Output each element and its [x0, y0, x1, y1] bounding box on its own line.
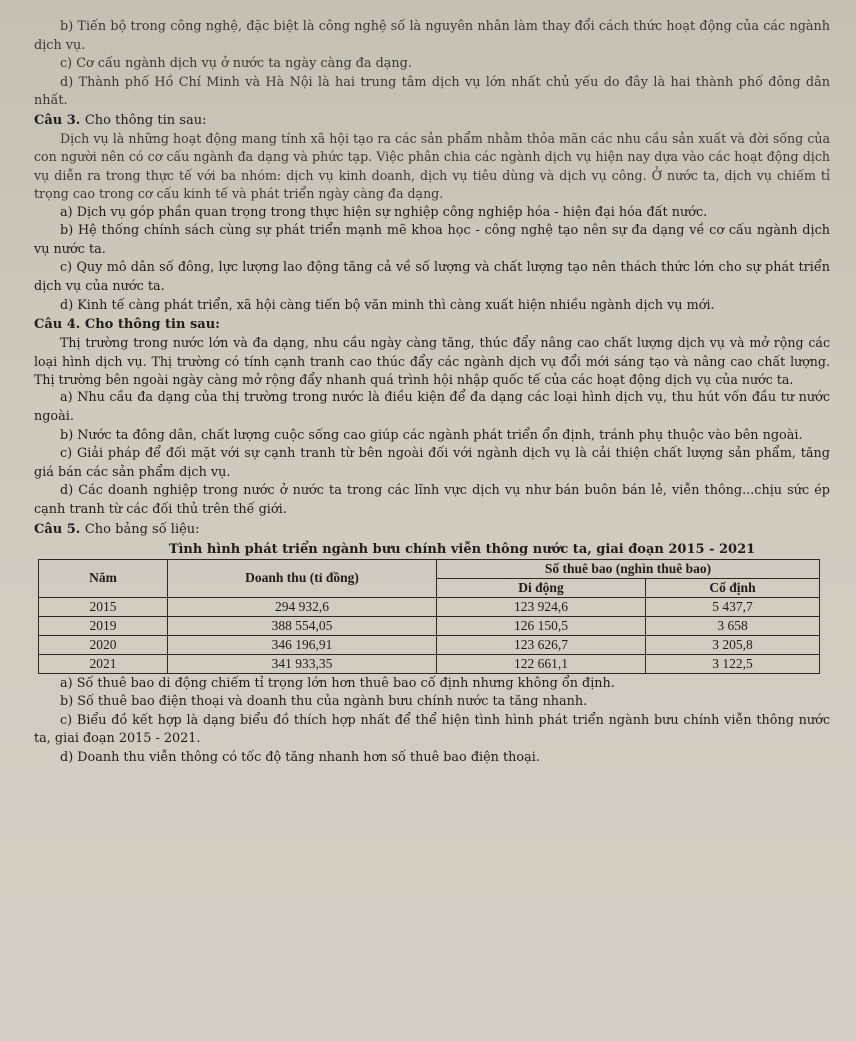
q5-option-c: c) Biểu đồ kết hợp là dạng biểu đồ thích hợp nhất để thể hiện tình hình phát triển ngành bưu chính viễn thông nước ta, giai đoạn 2015 - 2021.: [34, 712, 830, 747]
data-table: [38, 559, 820, 674]
header-subscribers: Số thuê bao (nghìn thuê bao): [437, 559, 820, 578]
q2-option-b: b) Tiến bộ trong công nghệ, đặc biệt là công nghệ số là nguyên nhân làm thay đổi cách thức hoạt động của các ngành dịch vụ.: [34, 19, 830, 53]
q4-option-b: b) Nước ta đông dân, chất lượng cuộc sống cao giúp các ngành phát triển ổn định, tránh phụ thuộc vào bên ngoài.: [60, 427, 803, 443]
q5-label: Câu 5.: [34, 521, 81, 537]
table-header-row: [39, 559, 820, 578]
header-year: Năm: [39, 559, 168, 597]
header-revenue: Doanh thu (tỉ đồng): [168, 559, 437, 597]
q3-option-d: d) Kinh tế càng phát triển, xã hội càng tiến bộ văn minh thì càng xuất hiện nhiều ngành dịch vụ mới.: [60, 297, 715, 313]
q3-option-b: b) Hệ thống chính sách cùng sự phát triển mạnh mẽ khoa học - công nghệ tạo nên sự đa dạng về cơ cấu ngành dịch vụ nước ta.: [34, 223, 830, 257]
q5-heading: [34, 520, 830, 539]
question-5: [34, 520, 830, 768]
q3-option-c: c) Quy mô dân số đông, lực lượng lao động tăng cả về số lượng và chất lượng tạo nên thách thức lớn cho sự phát triển dịch vụ của nước ta.: [34, 260, 830, 294]
table-row: [39, 616, 820, 635]
cell-fixed: 5 437,7: [646, 597, 820, 616]
question-2-tail: [34, 18, 830, 111]
cell-year: 2015: [39, 597, 168, 616]
q4-passage: Thị trường trong nước lớn và đa dạng, nhu cầu ngày càng tăng, thúc đẩy nâng cao chất lượng dịch vụ và mở rộng các loại hình dịch vụ. Thị trường có tính cạnh tranh cao thúc đẩy các ngành dịch vụ đổi mới sáng tạo và nâng cao chất lượng. Thị trường bên ngoài ngày càng mở rộng đẩy nhanh quá trình hội nhập quốc tế của các hoạt động dịch vụ của nước ta.: [34, 335, 830, 387]
cell-mobile: 126 150,5: [437, 616, 646, 635]
header-mobile: Di động: [437, 578, 646, 597]
table-row: [39, 597, 820, 616]
cell-revenue: 346 196,91: [168, 635, 437, 654]
q5-intro: Cho bảng số liệu:: [84, 521, 200, 537]
q3-label: Câu 3.: [34, 112, 81, 128]
q5-option-d: d) Doanh thu viễn thông có tốc độ tăng nhanh hơn số thuê bao điện thoại.: [60, 749, 540, 765]
q4-heading: [34, 315, 830, 334]
table-row: [39, 654, 820, 673]
question-4: [34, 315, 830, 519]
cell-year: 2020: [39, 635, 168, 654]
q3-option-a: a) Dịch vụ góp phần quan trọng trong thực hiện sự nghiệp công nghiệp hóa - hiện đại hóa đất nước.: [60, 204, 708, 220]
q4-option-d: d) Các doanh nghiệp trong nước ở nước ta trong các lĩnh vực dịch vụ như bán buôn bán lẻ, viễn thông...chịu sức ép cạnh tranh từ các đối thủ trên thế giới.: [34, 483, 830, 517]
cell-mobile: 123 924,6: [437, 597, 646, 616]
cell-fixed: 3 122,5: [646, 654, 820, 673]
q4-label: Câu 4.: [34, 317, 81, 333]
q3-heading: [34, 111, 830, 130]
q3-passage: Dịch vụ là những hoạt động mang tính xã hội tạo ra các sản phẩm nhằm thỏa mãn các nhu cầu sản xuất và đời sống của con người nên có cơ cấu ngành đa dạng và phức tạp. Việc phân chia các ngành dịch vụ hiện nay dựa vào các hoạt động dịch vụ diễn ra trong thực tế với ba nhóm: dịch vụ kinh doanh, dịch vụ tiêu dùng và dịch vụ công. Ở nước ta, dịch vụ chiếm tỉ trọng cao trong cơ cấu kinh tế và phát triển ngày càng đa dạng.: [34, 130, 830, 202]
cell-revenue: 294 932,6: [168, 597, 437, 616]
q5-option-b: b) Số thuê bao điện thoại và doanh thu của ngành bưu chính nước ta tăng nhanh.: [60, 694, 588, 710]
cell-fixed: 3 205,8: [646, 635, 820, 654]
table-row: [39, 635, 820, 654]
cell-fixed: 3 658: [646, 616, 820, 635]
cell-revenue: 341 933,35: [168, 654, 437, 673]
cell-year: 2021: [39, 654, 168, 673]
q2-option-d: d) Thành phố Hồ Chí Minh và Hà Nội là hai trung tâm dịch vụ lớn nhất chủ yếu do đây là hai thành phố đông dân nhất.: [34, 74, 830, 109]
cell-mobile: 123 626,7: [437, 635, 646, 654]
cell-revenue: 388 554,05: [168, 616, 437, 635]
q3-intro: Cho thông tin sau:: [84, 112, 207, 128]
cell-mobile: 122 661,1: [437, 654, 646, 673]
header-fixed: Cố định: [646, 578, 820, 597]
q4-intro: Cho thông tin sau:: [84, 317, 220, 333]
q4-option-c: c) Giải pháp để đối mặt với sự cạnh tranh từ bên ngoài đối với ngành dịch vụ là cải thiện chất lượng sản phẩm, tăng giá bán các sản phẩm dịch vụ.: [34, 446, 830, 480]
q4-option-a: a) Nhu cầu đa dạng của thị trường trong nước là điều kiện để đa dạng các loại hình dịch vụ, thu hút vốn đầu tư nước ngoài.: [34, 390, 830, 424]
table-title: Tình hình phát triển ngành bưu chính viễn thông nước ta, giai đoạn 2015 - 2021: [168, 541, 756, 557]
question-3: [34, 111, 830, 315]
q5-option-a: a) Số thuê bao di động chiếm tỉ trọng lớn hơn thuê bao cố định nhưng không ổn định.: [60, 675, 615, 691]
cell-year: 2019: [39, 616, 168, 635]
q2-option-c: c) Cơ cấu ngành dịch vụ ở nước ta ngày càng đa dạng.: [60, 56, 412, 72]
